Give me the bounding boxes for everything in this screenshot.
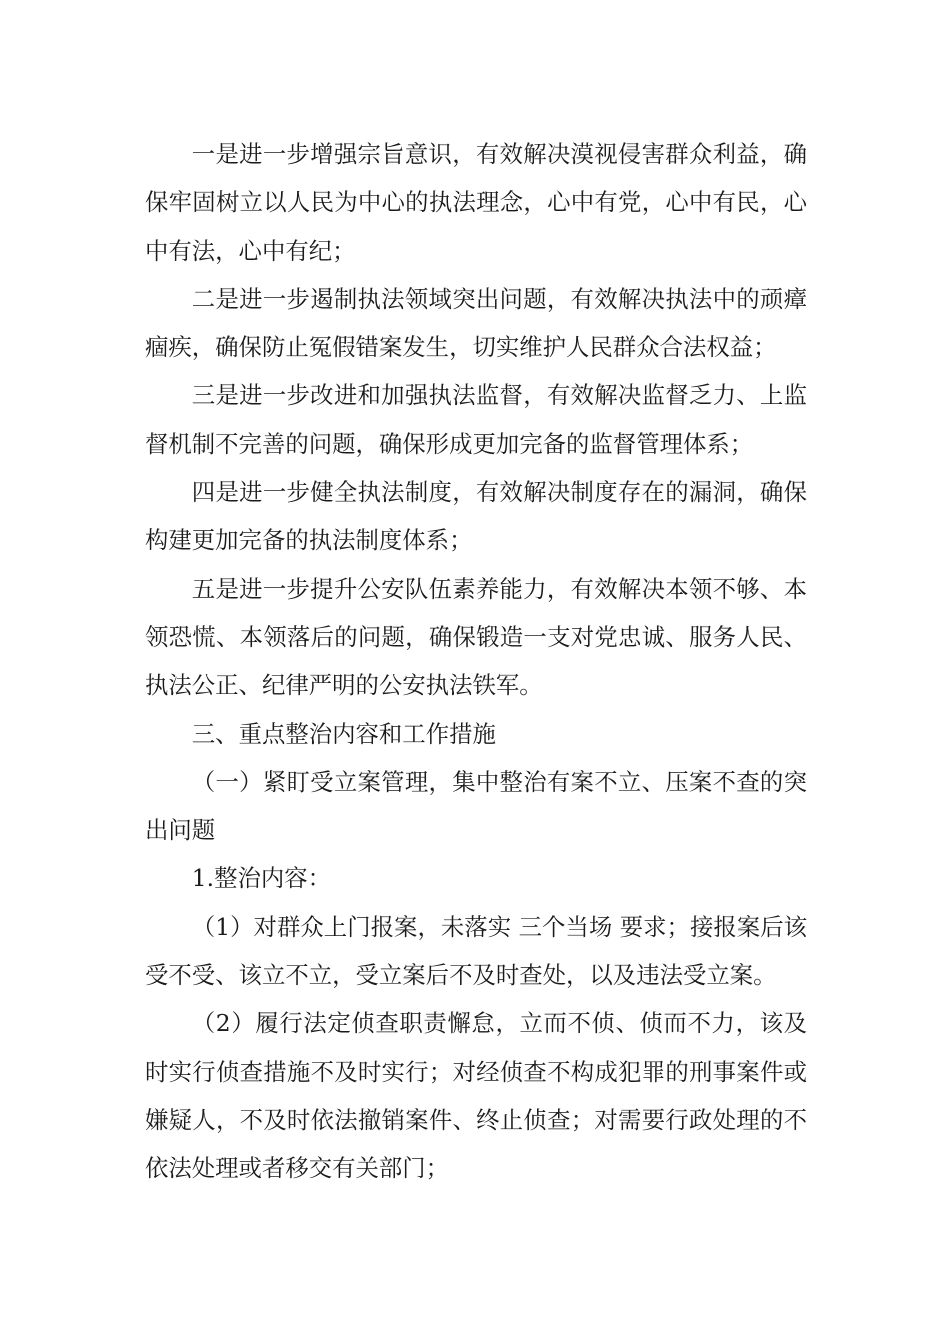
list-item-2: （2）履行法定侦查职责懈怠，立而不侦、侦而不力，该及时实行侦查措施不及时实行；对经侦查不构成犯罪的刑事案件或嫌疑人，不及时依法撤销案件、终止侦查；对需要行政处理的不依法处理或者移交有关部门；: [145, 1009, 807, 1183]
document-body: [145, 130, 807, 1193]
paragraph-goal-5: 五是进一步提升公安队伍素养能力，有效解决本领不够、本领恐慌、本领落后的问题，确保锻造一支对党忠诚、服务人民、执法公正、纪律严明的公安执法铁军。: [145, 574, 807, 700]
section-heading: 三、重点整治内容和工作措施: [191, 719, 496, 748]
subsection-heading: （一）紧盯受立案管理，集中整治有案不立、压案不查的突出问题: [145, 767, 807, 845]
paragraph-goal-1: 一是进一步增强宗旨意识，有效解决漠视侵害群众利益，确保牢固树立以人民为中心的执法理念，心中有党，心中有民，心中有法，心中有纪；: [145, 140, 807, 265]
paragraph-goal-4: 四是进一步健全执法制度，有效解决制度存在的漏洞，确保构建更加完备的执法制度体系；: [145, 478, 807, 555]
item-heading: 1.整治内容：: [191, 864, 332, 893]
paragraph-goal-3: 三是进一步改进和加强执法监督，有效解决监督乏力、上监督机制不完善的问题，确保形成更加完备的监督管理体系；: [145, 381, 807, 458]
paragraph-goal-2: 二是进一步遏制执法领域突出问题，有效解决执法中的顽瘴痼疾，确保防止冤假错案发生，切实维护人民群众合法权益；: [145, 284, 807, 362]
list-item-1: （1）对群众上门报案，未落实 三个当场 要求；接报案后该受不受、该立不立，受立案后不及时查处，以及违法受立案。: [145, 912, 807, 990]
